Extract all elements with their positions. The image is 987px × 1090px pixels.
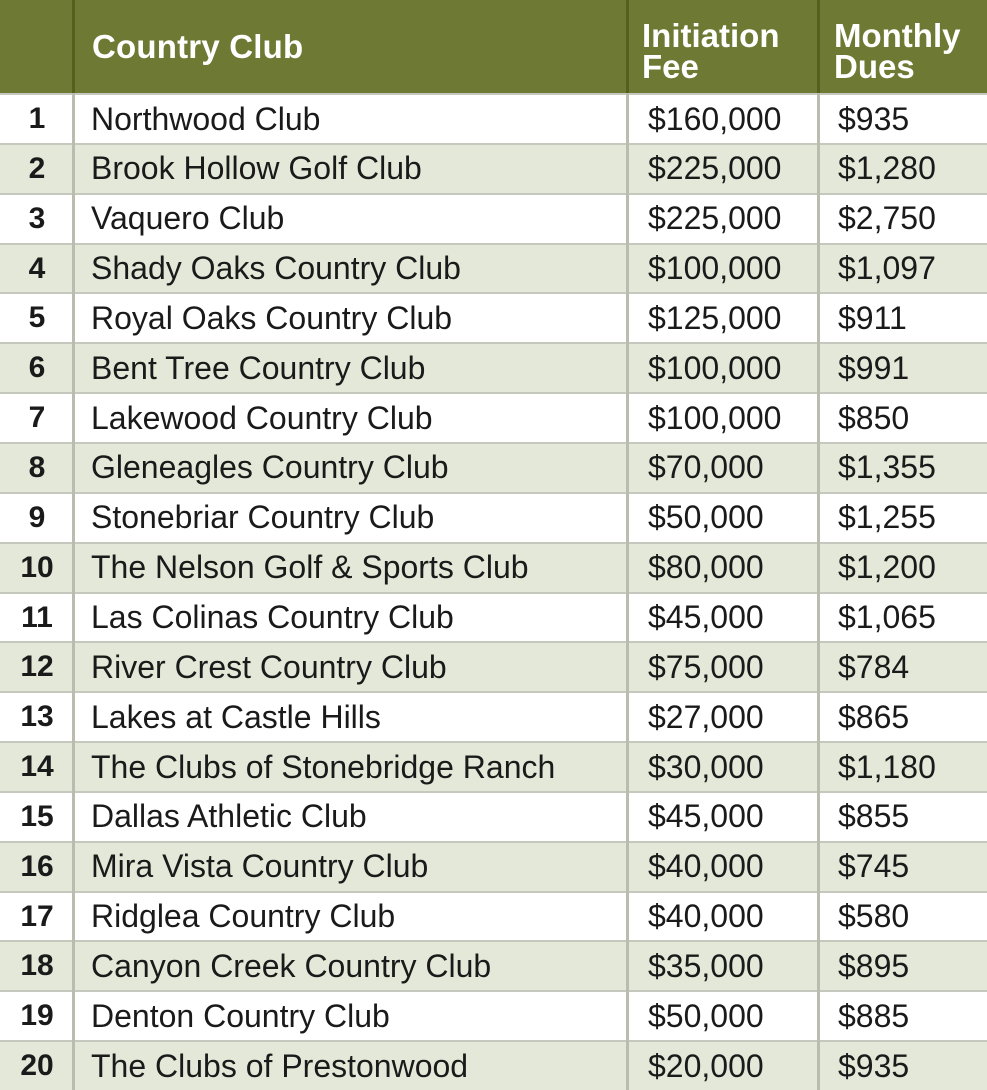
club-name-cell: Ridglea Country Club bbox=[91, 898, 396, 935]
table-row bbox=[0, 990, 987, 1040]
monthly-dues-cell: $580 bbox=[838, 898, 910, 935]
rank-cell: 18 bbox=[20, 949, 54, 983]
monthly-dues-cell: $1,200 bbox=[838, 549, 936, 586]
initiation-fee-cell: $100,000 bbox=[648, 349, 782, 386]
club-name-cell: Canyon Creek Country Club bbox=[91, 947, 492, 984]
initiation-fee-cell: $100,000 bbox=[648, 399, 782, 436]
rank-cell: 12 bbox=[20, 650, 54, 684]
club-name-cell: The Nelson Golf & Sports Club bbox=[91, 549, 529, 586]
table-row bbox=[0, 891, 987, 941]
rank-cell: 2 bbox=[28, 151, 46, 185]
monthly-dues-cell: $935 bbox=[838, 1047, 910, 1084]
table-row bbox=[0, 940, 987, 990]
column-divider bbox=[72, 93, 75, 1090]
table-row bbox=[0, 492, 987, 542]
monthly-dues-cell: $2,750 bbox=[838, 200, 936, 237]
rank-cell: 3 bbox=[28, 201, 46, 235]
monthly-dues-cell: $1,065 bbox=[838, 599, 936, 635]
monthly-dues-cell: $885 bbox=[838, 997, 910, 1034]
table-row bbox=[0, 791, 987, 841]
rank-cell: 8 bbox=[28, 450, 46, 484]
club-name-cell: Royal Oaks Country Club bbox=[91, 299, 453, 336]
club-name-cell: Shady Oaks Country Club bbox=[91, 250, 461, 287]
rank-cell: 11 bbox=[21, 600, 53, 634]
club-name-cell: Dallas Athletic Club bbox=[91, 798, 367, 835]
monthly-dues-cell: $1,355 bbox=[838, 449, 936, 486]
monthly-dues-cell: $745 bbox=[838, 848, 910, 885]
club-name-cell: Northwood Club bbox=[91, 100, 321, 137]
header-country-club: Country Club bbox=[92, 27, 304, 65]
club-name-cell: Bent Tree Country Club bbox=[91, 349, 426, 386]
header-rank bbox=[0, 0, 72, 93]
header-monthly-dues: Monthly Dues bbox=[834, 16, 961, 85]
monthly-dues-cell: $865 bbox=[838, 698, 910, 735]
club-name-cell: Las Colinas Country Club bbox=[91, 599, 454, 635]
initiation-fee-cell: $50,000 bbox=[648, 997, 764, 1034]
table-row bbox=[0, 143, 987, 193]
rank-cell: 4 bbox=[28, 251, 46, 285]
header-divider bbox=[626, 0, 629, 93]
club-name-cell: Brook Hollow Golf Club bbox=[91, 150, 422, 187]
rank-cell: 17 bbox=[20, 899, 54, 933]
club-name-cell: Lakewood Country Club bbox=[91, 399, 433, 436]
table-row bbox=[0, 392, 987, 442]
header-initiation-fee: Initiation Fee bbox=[642, 16, 780, 85]
initiation-fee-cell: $27,000 bbox=[648, 698, 764, 735]
initiation-fee-cell: $125,000 bbox=[648, 299, 782, 336]
initiation-fee-cell: $160,000 bbox=[648, 100, 782, 137]
initiation-fee-cell: $20,000 bbox=[648, 1047, 764, 1084]
initiation-fee-cell: $100,000 bbox=[648, 250, 782, 287]
table-header bbox=[0, 0, 987, 93]
monthly-dues-cell: $935 bbox=[838, 100, 910, 137]
rank-cell: 9 bbox=[28, 500, 46, 534]
initiation-fee-cell: $45,000 bbox=[648, 599, 764, 635]
club-name-cell: Stonebriar Country Club bbox=[91, 499, 435, 536]
initiation-fee-cell: $75,000 bbox=[648, 648, 764, 685]
table-row bbox=[0, 292, 987, 342]
rank-cell: 1 bbox=[28, 102, 46, 135]
rank-cell: 14 bbox=[20, 750, 54, 784]
column-divider bbox=[817, 93, 820, 1090]
rank-cell: 6 bbox=[28, 351, 46, 385]
monthly-dues-cell: $895 bbox=[838, 947, 910, 984]
club-name-cell: Mira Vista Country Club bbox=[91, 848, 429, 885]
initiation-fee-cell: $35,000 bbox=[648, 947, 764, 984]
monthly-dues-cell: $1,180 bbox=[838, 748, 936, 785]
header-divider bbox=[817, 0, 820, 93]
club-name-cell: The Clubs of Prestonwood bbox=[91, 1047, 469, 1084]
club-name-cell: Denton Country Club bbox=[91, 997, 390, 1034]
monthly-dues-cell: $1,255 bbox=[838, 499, 936, 536]
monthly-dues-cell: $911 bbox=[838, 299, 907, 336]
initiation-fee-cell: $225,000 bbox=[648, 200, 782, 237]
club-name-cell: The Clubs of Stonebridge Ranch bbox=[91, 748, 556, 785]
club-name-cell: Gleneagles Country Club bbox=[91, 449, 449, 486]
initiation-fee-cell: $45,000 bbox=[648, 798, 764, 835]
monthly-dues-cell: $1,097 bbox=[838, 250, 936, 287]
table-row bbox=[0, 841, 987, 891]
initiation-fee-cell: $30,000 bbox=[648, 748, 764, 785]
initiation-fee-cell: $40,000 bbox=[648, 898, 764, 935]
rank-cell: 16 bbox=[20, 849, 54, 883]
monthly-dues-cell: $991 bbox=[838, 349, 910, 386]
table-row bbox=[0, 691, 987, 741]
table-row bbox=[0, 741, 987, 791]
initiation-fee-cell: $40,000 bbox=[648, 848, 764, 885]
table-row bbox=[0, 342, 987, 392]
table-row bbox=[0, 93, 987, 143]
rank-cell: 19 bbox=[20, 999, 54, 1033]
club-name-cell: Vaquero Club bbox=[91, 200, 285, 237]
table-row bbox=[0, 641, 987, 691]
table-body bbox=[0, 93, 987, 1090]
rank-cell: 13 bbox=[20, 700, 54, 734]
rank-cell: 20 bbox=[20, 1049, 54, 1083]
initiation-fee-cell: $50,000 bbox=[648, 499, 764, 536]
rank-cell: 15 bbox=[20, 799, 54, 833]
table-row bbox=[0, 442, 987, 492]
initiation-fee-cell: $80,000 bbox=[648, 549, 764, 586]
monthly-dues-cell: $850 bbox=[838, 399, 910, 436]
monthly-dues-cell: $855 bbox=[838, 798, 910, 835]
initiation-fee-cell: $70,000 bbox=[648, 449, 764, 486]
table-row bbox=[0, 193, 987, 243]
table-row bbox=[0, 542, 987, 592]
rank-cell: 10 bbox=[20, 550, 54, 584]
club-name-cell: River Crest Country Club bbox=[91, 648, 447, 685]
rank-cell: 5 bbox=[28, 301, 46, 335]
table-row bbox=[0, 592, 987, 642]
table-row bbox=[0, 243, 987, 293]
header-divider bbox=[72, 0, 75, 93]
monthly-dues-cell: $784 bbox=[838, 648, 910, 685]
club-name-cell: Lakes at Castle Hills bbox=[91, 698, 381, 735]
column-divider bbox=[626, 93, 629, 1090]
initiation-fee-cell: $225,000 bbox=[648, 150, 782, 187]
monthly-dues-cell: $1,280 bbox=[838, 150, 936, 187]
table-row bbox=[0, 1040, 987, 1090]
rank-cell: 7 bbox=[28, 401, 46, 435]
